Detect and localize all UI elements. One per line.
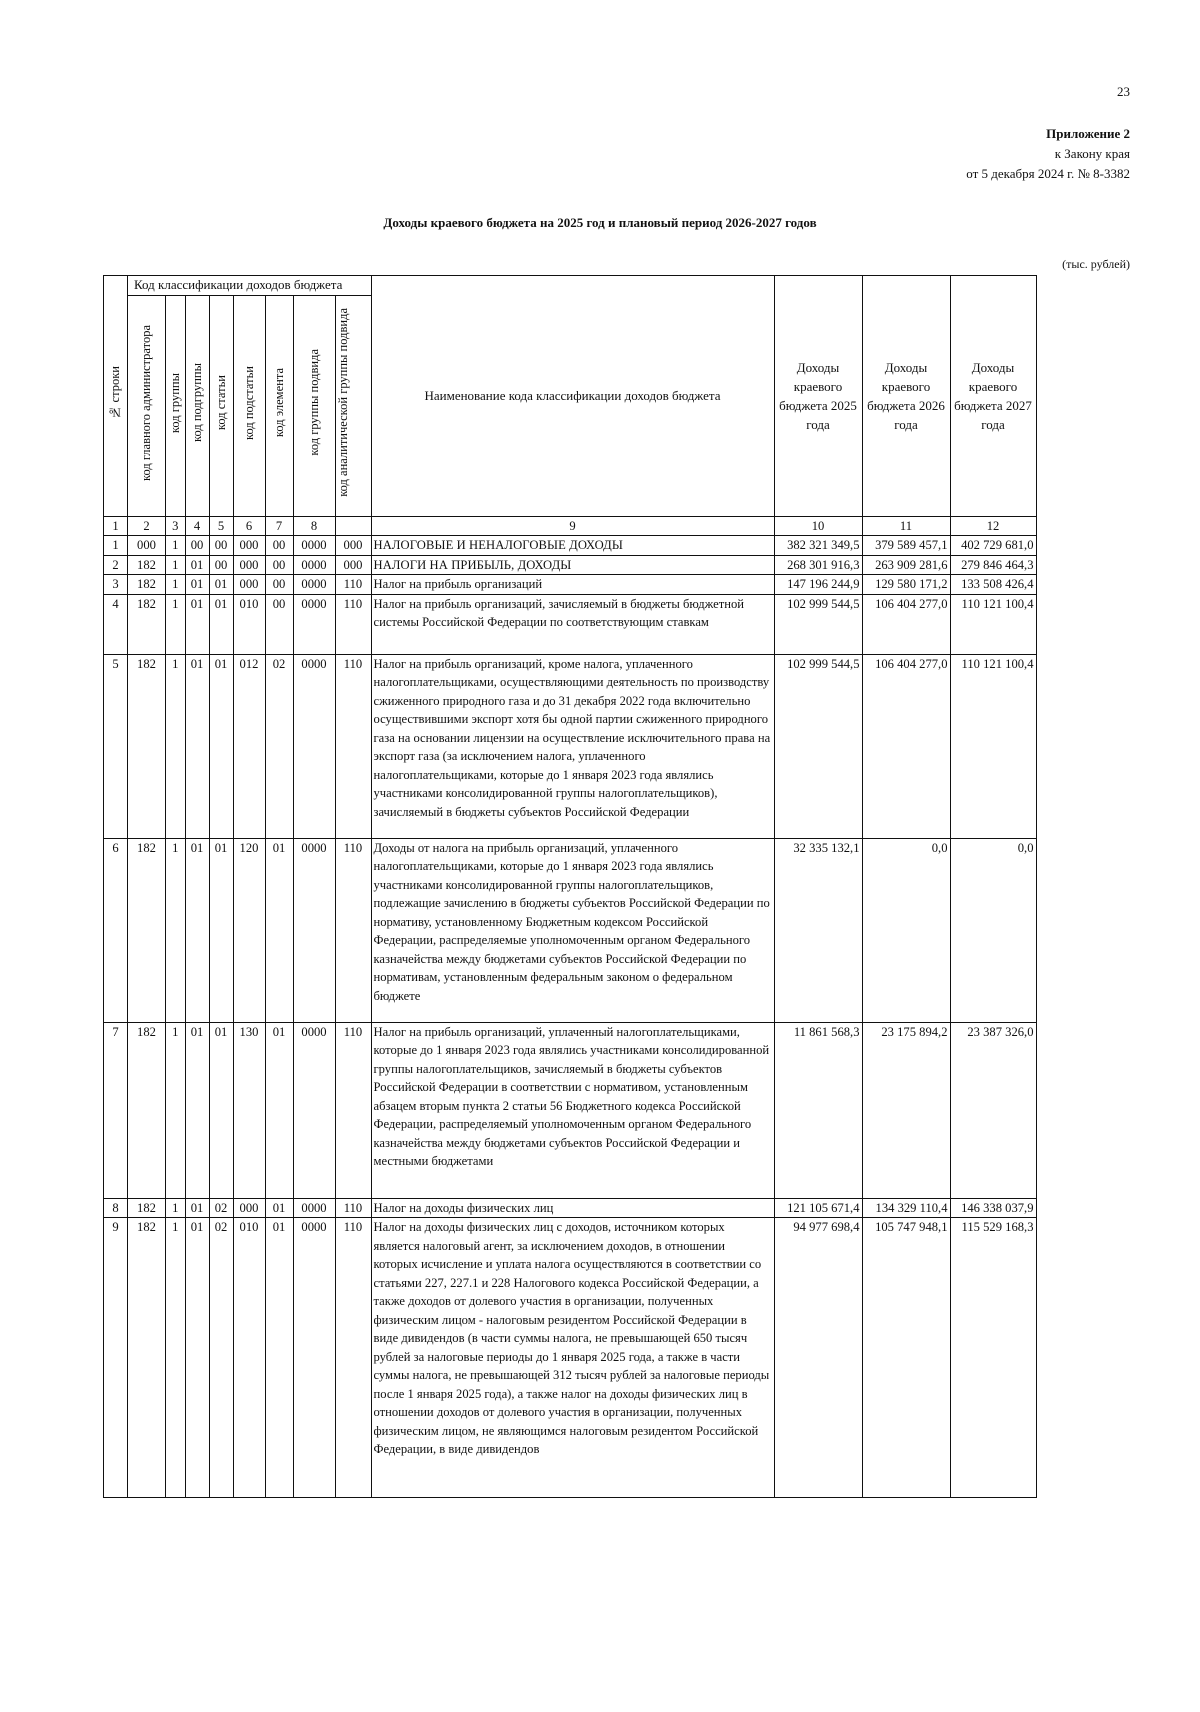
cell-sum-2026: 105 747 948,1 <box>862 1218 950 1498</box>
cell-subtype-group-code: 0000 <box>293 654 335 838</box>
cell-element-code: 01 <box>265 838 293 1022</box>
cell-admin-code: 000 <box>128 536 166 556</box>
appendix-title: Приложение 2 <box>1046 126 1130 141</box>
cell-admin-code: 182 <box>128 555 166 575</box>
cell-admin-code: 182 <box>128 1218 166 1498</box>
cell-sum-2027: 110 121 100,4 <box>950 654 1036 838</box>
cell-sum-2027: 110 121 100,4 <box>950 594 1036 654</box>
table-row <box>104 654 1037 838</box>
cell-subarticle-code: 012 <box>233 654 265 838</box>
cell-income-name: Налог на доходы физических лиц с доходов, источником которых является налоговый агент, за исключением доходов, в отношении которых исчисление и уплата налога осуществляются в соответствии со статьями 227, 227.1 и 228 Налогового кодекса Российской Федерации, а также доходов от долевого участия в организации, полученных физическим лицом - налоговым резидентом Российской Федерации в виде дивидендов (в части суммы налога, не превышающей 650 тысяч рублей за налоговые периоды до 1 января 2025 года, а также в части суммы налога, не превышающей 312 тысяч рублей за налоговые периоды после 1 января 2025 года), а также налог на доходы физических лиц в отношении доходов от долевого участия в организации, полученных физическим лицом, не являющимся налоговым резидентом Российской Федерации, в виде дивидендов <box>371 1218 774 1498</box>
cell-sum-2026: 23 175 894,2 <box>862 1022 950 1198</box>
cell-subtype-group-code: 0000 <box>293 1198 335 1218</box>
cell-income-name: НАЛОГОВЫЕ И НЕНАЛОГОВЫЕ ДОХОДЫ <box>371 536 774 556</box>
cell-row-number: 8 <box>104 1198 128 1218</box>
cell-subtype-group-code: 0000 <box>293 555 335 575</box>
colnum: 10 <box>774 516 862 536</box>
cell-article-code: 01 <box>209 654 233 838</box>
cell-group-code: 1 <box>166 1022 186 1198</box>
cell-subarticle-code: 010 <box>233 594 265 654</box>
cell-income-name: Налог на прибыль организаций, кроме налога, уплаченного налогоплательщиками, осуществляющими деятельность по производству сжиженного природного газа и до 31 декабря 2022 года включительно осуществившими экспорт хотя бы одной партии сжиженного природного газа на основании лицензии на осуществление исключительного права на экспорт газа (за исключением налога, уплаченного налогоплательщиками, которые до 1 января 2023 года являлись участниками консолидированной группы налогоплательщиков), зачисляемый в бюджеты субъектов Российской Федерации <box>371 654 774 838</box>
cell-group-code: 1 <box>166 555 186 575</box>
column-numbers-row <box>104 516 1037 536</box>
cell-subtype-group-code: 0000 <box>293 838 335 1022</box>
cell-sum-2026: 129 580 171,2 <box>862 575 950 595</box>
header-admin-code: код главного администратора <box>128 295 166 516</box>
cell-element-code: 00 <box>265 594 293 654</box>
cell-article-code: 00 <box>209 555 233 575</box>
cell-subgroup-code: 01 <box>185 838 209 1022</box>
cell-subarticle-code: 000 <box>233 1198 265 1218</box>
cell-subgroup-code: 01 <box>185 575 209 595</box>
cell-admin-code: 182 <box>128 838 166 1022</box>
cell-sum-2025: 147 196 244,9 <box>774 575 862 595</box>
cell-income-name: Налог на прибыль организаций, уплаченный налогоплательщиками, которые до 1 января 2023 года являлись участниками консолидированной группы налогоплательщиков, зачисляемый в бюджеты субъектов Российской Федерации в соответствии с нормативом, установленным абзацем вторым пункта 2 статьи 56 Бюджетного кодекса Российской Федерации, распределяемый уполномоченным органом Федерального казначейства между бюджетами субъектов Российской Федерации и местными бюджетами <box>371 1022 774 1198</box>
header-row-number: № строки <box>104 276 128 517</box>
appendix-law: к Закону края <box>1054 146 1130 161</box>
budget-table <box>103 275 1037 1498</box>
cell-article-code: 00 <box>209 536 233 556</box>
colnum: 4 <box>185 516 209 536</box>
cell-analytic-group-code: 000 <box>335 555 371 575</box>
cell-subtype-group-code: 0000 <box>293 594 335 654</box>
page-number: 23 <box>1117 84 1130 99</box>
cell-group-code: 1 <box>166 1198 186 1218</box>
cell-sum-2027: 23 387 326,0 <box>950 1022 1036 1198</box>
cell-analytic-group-code: 000 <box>335 536 371 556</box>
cell-sum-2027: 279 846 464,3 <box>950 555 1036 575</box>
appendix-reference <box>966 124 1130 184</box>
cell-sum-2025: 102 999 544,5 <box>774 654 862 838</box>
header-article-code: код статьи <box>209 295 233 516</box>
colnum: 2 <box>128 516 166 536</box>
header-sum-2026: Доходы краевого бюджета 2026 года <box>862 276 950 517</box>
cell-element-code: 01 <box>265 1022 293 1198</box>
colnum: 5 <box>209 516 233 536</box>
cell-analytic-group-code: 110 <box>335 1218 371 1498</box>
cell-element-code: 00 <box>265 555 293 575</box>
cell-sum-2025: 268 301 916,3 <box>774 555 862 575</box>
cell-subgroup-code: 01 <box>185 654 209 838</box>
cell-group-code: 1 <box>166 1218 186 1498</box>
colnum: 6 <box>233 516 265 536</box>
cell-subarticle-code: 010 <box>233 1218 265 1498</box>
cell-sum-2025: 11 861 568,3 <box>774 1022 862 1198</box>
cell-row-number: 7 <box>104 1022 128 1198</box>
cell-group-code: 1 <box>166 654 186 838</box>
cell-analytic-group-code: 110 <box>335 1198 371 1218</box>
header-analytic-group-code: код аналитической группы подвида <box>335 295 371 516</box>
cell-subgroup-code: 01 <box>185 1022 209 1198</box>
header-element-code: код элемента <box>265 295 293 516</box>
cell-sum-2026: 106 404 277,0 <box>862 594 950 654</box>
cell-subtype-group-code: 0000 <box>293 575 335 595</box>
cell-element-code: 01 <box>265 1218 293 1498</box>
cell-subarticle-code: 120 <box>233 838 265 1022</box>
cell-row-number: 5 <box>104 654 128 838</box>
cell-row-number: 1 <box>104 536 128 556</box>
colnum: 7 <box>265 516 293 536</box>
cell-element-code: 00 <box>265 536 293 556</box>
table-row <box>104 575 1037 595</box>
cell-analytic-group-code: 110 <box>335 654 371 838</box>
cell-sum-2027: 133 508 426,4 <box>950 575 1036 595</box>
cell-sum-2025: 94 977 698,4 <box>774 1218 862 1498</box>
header-classification-group: Код классификации доходов бюджета <box>128 276 372 296</box>
cell-sum-2025: 382 321 349,5 <box>774 536 862 556</box>
cell-subtype-group-code: 0000 <box>293 536 335 556</box>
table-row <box>104 838 1037 1022</box>
table-row <box>104 1218 1037 1498</box>
cell-row-number: 9 <box>104 1218 128 1498</box>
cell-subgroup-code: 01 <box>185 555 209 575</box>
cell-sum-2025: 102 999 544,5 <box>774 594 862 654</box>
cell-analytic-group-code: 110 <box>335 1022 371 1198</box>
cell-sum-2027: 146 338 037,9 <box>950 1198 1036 1218</box>
cell-subarticle-code: 000 <box>233 536 265 556</box>
cell-analytic-group-code: 110 <box>335 575 371 595</box>
cell-subgroup-code: 01 <box>185 1218 209 1498</box>
header-subgroup-code: код подгруппы <box>185 295 209 516</box>
cell-admin-code: 182 <box>128 1022 166 1198</box>
cell-element-code: 02 <box>265 654 293 838</box>
table-row <box>104 594 1037 654</box>
colnum <box>335 516 371 536</box>
cell-row-number: 6 <box>104 838 128 1022</box>
cell-sum-2026: 134 329 110,4 <box>862 1198 950 1218</box>
cell-element-code: 00 <box>265 575 293 595</box>
colnum: 11 <box>862 516 950 536</box>
units-label: (тыс. рублей) <box>1062 257 1130 271</box>
cell-admin-code: 182 <box>128 594 166 654</box>
cell-group-code: 1 <box>166 536 186 556</box>
cell-subtype-group-code: 0000 <box>293 1022 335 1198</box>
document-title: Доходы краевого бюджета на 2025 год и плановый период 2026-2027 годов <box>383 215 817 230</box>
cell-sum-2027: 115 529 168,3 <box>950 1218 1036 1498</box>
colnum: 3 <box>166 516 186 536</box>
cell-admin-code: 182 <box>128 1198 166 1218</box>
cell-group-code: 1 <box>166 838 186 1022</box>
cell-subgroup-code: 01 <box>185 594 209 654</box>
cell-sum-2025: 121 105 671,4 <box>774 1198 862 1218</box>
cell-sum-2026: 379 589 457,1 <box>862 536 950 556</box>
cell-subarticle-code: 130 <box>233 1022 265 1198</box>
cell-row-number: 3 <box>104 575 128 595</box>
cell-subarticle-code: 000 <box>233 555 265 575</box>
header-name: Наименование кода классификации доходов бюджета <box>371 276 774 517</box>
header-group-code: код группы <box>166 295 186 516</box>
cell-article-code: 01 <box>209 838 233 1022</box>
cell-article-code: 02 <box>209 1198 233 1218</box>
cell-row-number: 2 <box>104 555 128 575</box>
cell-income-name: Налог на прибыль организаций <box>371 575 774 595</box>
cell-income-name: Налог на доходы физических лиц <box>371 1198 774 1218</box>
cell-article-code: 01 <box>209 594 233 654</box>
cell-subgroup-code: 00 <box>185 536 209 556</box>
table-body <box>104 536 1037 1498</box>
cell-admin-code: 182 <box>128 575 166 595</box>
colnum: 8 <box>293 516 335 536</box>
header-subtype-group-code: код группы подвида <box>293 295 335 516</box>
cell-element-code: 01 <box>265 1198 293 1218</box>
cell-admin-code: 182 <box>128 654 166 838</box>
cell-income-name: НАЛОГИ НА ПРИБЫЛЬ, ДОХОДЫ <box>371 555 774 575</box>
cell-article-code: 02 <box>209 1218 233 1498</box>
cell-sum-2026: 106 404 277,0 <box>862 654 950 838</box>
colnum: 9 <box>371 516 774 536</box>
cell-sum-2026: 0,0 <box>862 838 950 1022</box>
colnum: 1 <box>104 516 128 536</box>
cell-subarticle-code: 000 <box>233 575 265 595</box>
cell-article-code: 01 <box>209 575 233 595</box>
cell-article-code: 01 <box>209 1022 233 1198</box>
table-row <box>104 1022 1037 1198</box>
header-subarticle-code: код подстатьи <box>233 295 265 516</box>
cell-sum-2027: 0,0 <box>950 838 1036 1022</box>
header-sum-2025: Доходы краевого бюджета 2025 года <box>774 276 862 517</box>
header-sum-2027: Доходы краевого бюджета 2027 года <box>950 276 1036 517</box>
table-row <box>104 555 1037 575</box>
cell-sum-2026: 263 909 281,6 <box>862 555 950 575</box>
table-row <box>104 1198 1037 1218</box>
cell-subtype-group-code: 0000 <box>293 1218 335 1498</box>
cell-analytic-group-code: 110 <box>335 838 371 1022</box>
cell-sum-2025: 32 335 132,1 <box>774 838 862 1022</box>
table-row <box>104 536 1037 556</box>
colnum: 12 <box>950 516 1036 536</box>
cell-income-name: Доходы от налога на прибыль организаций, уплаченного налогоплательщиками, которые до 1 января 2023 года являлись участниками консолидированной группы налогоплательщиков, подлежащие зачислению в бюджеты субъектов Российской Федерации по нормативу, установленному Бюджетным кодексом Российской Федерации, распределяемые уполномоченным органом Федерального казначейства между бюджетами субъектов Российской Федерации по нормативам, установленным федеральным законом о федеральном бюджете <box>371 838 774 1022</box>
cell-sum-2027: 402 729 681,0 <box>950 536 1036 556</box>
appendix-date: от 5 декабря 2024 г. № 8-3382 <box>966 166 1130 181</box>
cell-income-name: Налог на прибыль организаций, зачисляемый в бюджеты бюджетной системы Российской Федерации по соответствующим ставкам <box>371 594 774 654</box>
cell-group-code: 1 <box>166 575 186 595</box>
cell-subgroup-code: 01 <box>185 1198 209 1218</box>
cell-group-code: 1 <box>166 594 186 654</box>
cell-row-number: 4 <box>104 594 128 654</box>
cell-analytic-group-code: 110 <box>335 594 371 654</box>
